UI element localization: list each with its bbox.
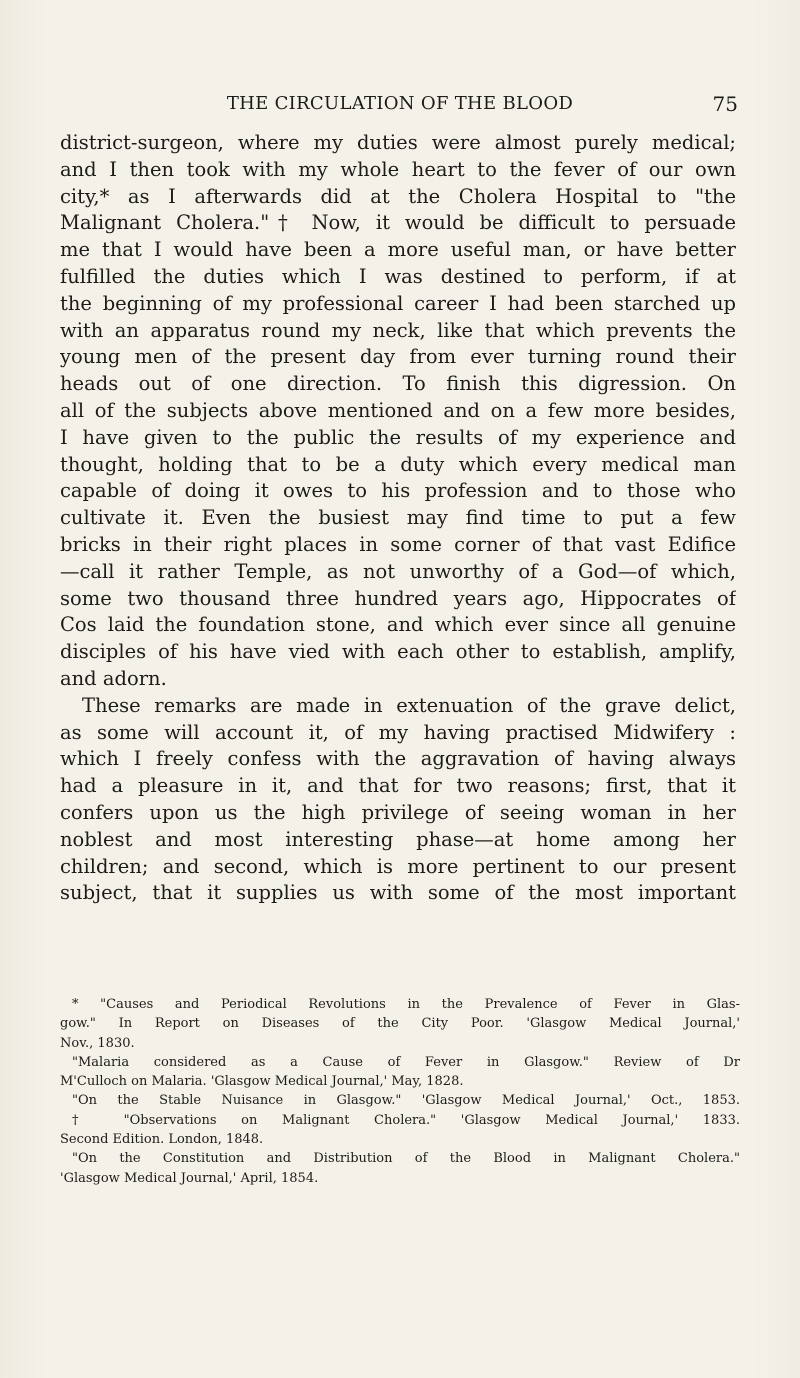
footnote-line: Second Edition. London, 1848. — [60, 1132, 264, 1148]
body-line: with an apparatus round my neck, like that which prevents the — [60, 318, 736, 342]
body-line: and adorn. — [60, 666, 167, 690]
body-line: as some will account it, of my having practised Midwifery : — [60, 720, 736, 744]
footnote-line: "On the Stable Nuisance in Glasgow." 'Glasgow Medical Journal,' Oct., 1853. — [72, 1093, 740, 1109]
body-line: subject, that it supplies us with some of the most important — [60, 881, 736, 905]
body-line: me that I would have been a more useful man, or have better — [60, 238, 736, 262]
footnote-line: † "Observations on Malignant Cholera." 'Glasgow Medical Journal,' 1833. — [72, 1112, 740, 1128]
footnote-line: 'Glasgow Medical Journal,' April, 1854. — [60, 1170, 319, 1186]
footnote-line: "Malaria considered as a Cause of Fever in Glasgow." Review of Dr — [72, 1054, 740, 1070]
running-header — [60, 92, 740, 116]
body-line: some two thousand three hundred years ago, Hippocrates of — [60, 586, 736, 610]
body-line: I have given to the public the results of my experience and — [60, 425, 736, 449]
body-line: disciples of his have vied with each other to establish, amplify, — [60, 640, 736, 664]
footnote-line: * "Causes and Periodical Revolutions in the Prevalence of Fever in Glas- — [72, 997, 740, 1012]
body-line: capable of doing it owes to his profession and to those who — [60, 479, 736, 503]
body-line: These remarks are made in extenuation of the grave delict, — [82, 693, 736, 717]
body-line: heads out of one direction. To finish this digression. On — [60, 372, 736, 396]
footnote-line: gow." In Report on Diseases of the City Poor. 'Glasgow Medical Journal,' — [60, 1016, 740, 1032]
body-line: Malignant Cholera."† Now, it would be difficult to persuade — [60, 211, 736, 235]
running-title: THE CIRCULATION OF THE BLOOD — [226, 93, 574, 114]
body-line: district-surgeon, where my duties were almost purely medical; — [60, 131, 736, 154]
body-line: Cos laid the foundation stone, and which ever since all genuine — [60, 613, 736, 637]
body-line: had a pleasure in it, and that for two reasons; first, that it — [60, 774, 736, 798]
body-text — [60, 130, 736, 980]
body-line: bricks in their right places in some corner of that vast Edifice — [60, 532, 736, 556]
page-number: 75 — [712, 92, 738, 116]
body-line: all of the subjects above mentioned and on a few more besides, — [60, 398, 736, 422]
body-line: thought, holding that to be a duty which every medical man — [60, 452, 736, 476]
footnote-line: "On the Constitution and Distribution of the Blood in Malignant Cholera." — [72, 1151, 740, 1167]
body-line: cultivate it. Even the busiest may find time to put a few — [60, 506, 736, 530]
body-line: which I freely confess with the aggravation of having always — [60, 747, 736, 771]
body-line: confers upon us the high privilege of seeing woman in her — [60, 800, 736, 824]
body-line: children; and second, which is more pertinent to our present — [60, 854, 736, 878]
body-line: noblest and most interesting phase—at home among her — [60, 827, 736, 851]
body-line: city,* as I afterwards did at the Cholera Hospital to "the — [60, 184, 736, 208]
body-line: fulfilled the duties which I was destined to perform, if at — [60, 264, 736, 288]
body-line: young men of the present day from ever turning round their — [60, 345, 736, 369]
footnotes — [60, 995, 740, 1188]
body-line: the beginning of my professional career I had been starched up — [60, 291, 736, 315]
footnote-line: M'Culloch on Malaria. 'Glasgow Medical Journal,' May, 1828. — [60, 1074, 464, 1090]
body-line: and I then took with my whole heart to the fever of our own — [60, 157, 736, 181]
footnote-line: Nov., 1830. — [60, 1035, 135, 1051]
body-line: —call it rather Temple, as not unworthy of a God—of which, — [60, 559, 736, 583]
